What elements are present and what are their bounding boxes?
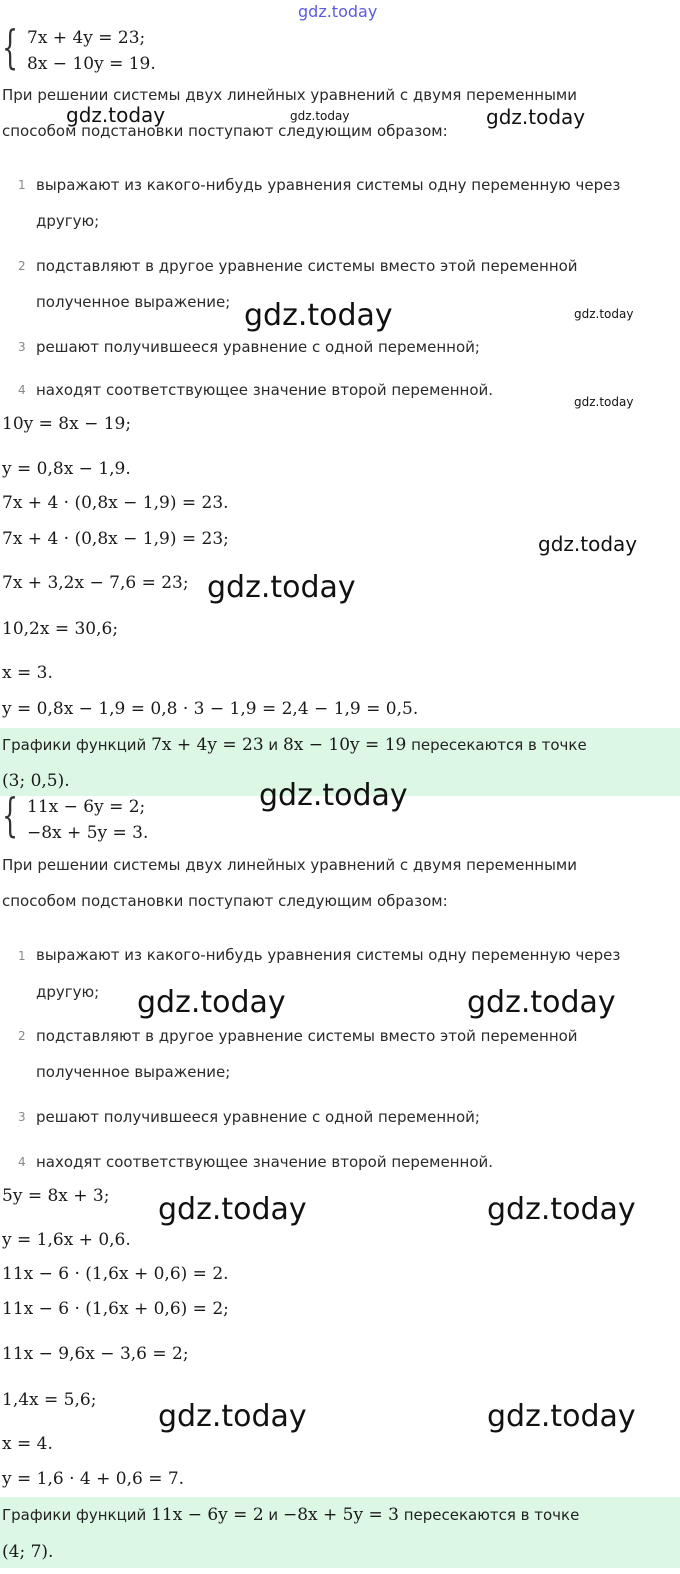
system-brace: {	[2, 20, 19, 74]
solution-line: y = 1,6x + 0,6.	[2, 1230, 131, 1250]
solution-line: 7x + 3,2x − 7,6 = 23;	[2, 573, 189, 593]
system-equation-1: 11x − 6y = 2;	[27, 797, 146, 817]
answer-suffix: пересекаются в точке	[403, 1506, 580, 1524]
step-text: подставляют в другое уравнение системы вместо этой переменной	[36, 1027, 578, 1045]
watermark: gdz.today	[259, 778, 408, 813]
watermark: gdz.today	[487, 1399, 636, 1434]
watermark: gdz.today	[486, 105, 586, 129]
watermark: gdz.today	[207, 570, 356, 605]
answer-equation-1: 11x − 6y = 2	[151, 1505, 264, 1525]
solution-line: 1,4x = 5,6;	[2, 1390, 97, 1410]
intro-line-2: способом подстановки поступают следующим образом:	[2, 892, 448, 910]
solution-line: 7x + 4 · (0,8x − 1,9) = 23;	[2, 529, 229, 549]
solution-line: x = 4.	[2, 1434, 53, 1454]
step-text: решают получившееся уравнение с одной переменной;	[36, 1108, 480, 1126]
answer-point: (3; 0,5).	[2, 771, 70, 791]
step-text: решают получившееся уравнение с одной переменной;	[36, 338, 480, 356]
solution-line: 11x − 9,6x − 3,6 = 2;	[2, 1344, 189, 1364]
step-text: находят соответствующее значение второй переменной.	[36, 1153, 494, 1171]
watermark: gdz.today	[158, 1399, 307, 1434]
answer-and: и	[268, 736, 279, 754]
answer-equation-1: 7x + 4y = 23	[151, 735, 264, 755]
step-number: 2	[18, 259, 26, 273]
watermark-logo: gdz.today	[298, 2, 378, 21]
watermark: gdz.today	[467, 985, 616, 1020]
step-text: находят соответствующее значение второй переменной.	[36, 381, 494, 399]
step-text: выражают из какого-нибудь уравнения системы одну переменную через	[36, 176, 621, 194]
watermark: gdz.today	[574, 395, 634, 409]
watermark: gdz.today	[244, 298, 393, 333]
step-text: другую;	[36, 983, 100, 1001]
step-text: полученное выражение;	[36, 293, 231, 311]
step-text: выражают из какого-нибудь уравнения системы одну переменную через	[36, 946, 621, 964]
watermark: gdz.today	[158, 1192, 307, 1227]
answer-suffix: пересекаются в точке	[411, 736, 587, 754]
step-number: 3	[18, 340, 26, 354]
answer-and: и	[268, 1506, 279, 1524]
solution-line: 11x − 6 · (1,6x + 0,6) = 2;	[2, 1299, 229, 1319]
intro-line-1: При решении системы двух линейных уравнений с двумя переменными	[2, 86, 577, 104]
solution-line: 5y = 8x + 3;	[2, 1186, 110, 1206]
system-equation-2: 8x − 10y = 19.	[27, 54, 156, 74]
solution-line: 10y = 8x − 19;	[2, 414, 132, 434]
watermark: gdz.today	[487, 1192, 636, 1227]
answer-point: (4; 7).	[2, 1542, 54, 1562]
step-number: 1	[18, 949, 26, 963]
step-number: 1	[18, 178, 26, 192]
watermark: gdz.today	[574, 307, 634, 321]
step-text: полученное выражение;	[36, 1063, 231, 1081]
step-number: 2	[18, 1029, 26, 1043]
watermark: gdz.today	[538, 532, 638, 556]
intro-line-2: способом подстановки поступают следующим образом:	[2, 122, 448, 140]
step-number: 4	[18, 383, 26, 397]
watermark: gdz.today	[290, 109, 350, 123]
step-text: подставляют в другое уравнение системы вместо этой переменной	[36, 257, 578, 275]
intro-line-1: При решении системы двух линейных уравнений с двумя переменными	[2, 856, 577, 874]
answer-sentence	[2, 1505, 579, 1525]
system-equation-2: −8x + 5y = 3.	[27, 823, 149, 843]
watermark: gdz.today	[137, 985, 286, 1020]
solution-line: y = 0,8x − 1,9 = 0,8 · 3 − 1,9 = 2,4 − 1,9 = 0,5.	[2, 699, 419, 719]
solution-line: 10,2x = 30,6;	[2, 619, 119, 639]
solution-line: y = 0,8x − 1,9.	[2, 459, 131, 479]
answer-prefix: Графики функций	[2, 1506, 147, 1524]
answer-prefix: Графики функций	[2, 736, 147, 754]
solution-line: 7x + 4 · (0,8x − 1,9) = 23.	[2, 493, 229, 513]
watermark: gdz.today	[66, 103, 166, 127]
answer-equation-2: 8x − 10y = 19	[282, 735, 407, 755]
step-number: 4	[18, 1155, 26, 1169]
step-text: другую;	[36, 212, 100, 230]
solution-line: x = 3.	[2, 663, 53, 683]
answer-equation-2: −8x + 5y = 3	[282, 1505, 399, 1525]
system-brace: {	[2, 788, 19, 842]
solution-line: 11x − 6 · (1,6x + 0,6) = 2.	[2, 1264, 229, 1284]
solution-line: y = 1,6 · 4 + 0,6 = 7.	[2, 1469, 185, 1489]
step-number: 3	[18, 1110, 26, 1124]
system-equation-1: 7x + 4y = 23;	[27, 28, 146, 48]
answer-sentence	[2, 735, 587, 755]
